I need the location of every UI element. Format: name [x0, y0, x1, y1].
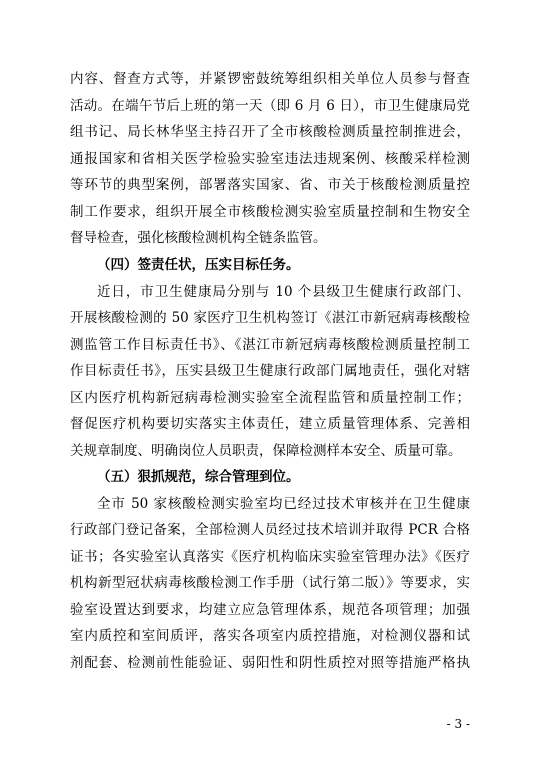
paragraph-line: 活动。在端午节后上班的第一天（即 6 月 6 日），市卫生健康局党	[70, 98, 470, 114]
paragraph-line: 全市 50 家核酸检测实验室均已经过技术审核并在卫生健康	[97, 496, 470, 512]
paragraph-line: 组书记、局长林华坚主持召开了全市核酸检测质量控制推进会，	[70, 124, 470, 140]
page-number: - 3 -	[446, 717, 470, 731]
section-heading: （五）狠抓规范，综合管理到位。	[97, 469, 300, 485]
section-heading: （四）签责任状，压实目标任务。	[97, 257, 300, 273]
paragraph-line: 开展核酸检测的 50 家医疗卫生机构签订《湛江市新冠病毒核酸检	[70, 310, 470, 326]
paragraph-line: 督导检查，强化核酸检测机构全链条监管。	[70, 230, 327, 246]
paragraph-line: 作目标责任书》，压实县级卫生健康行政部门属地责任，强化对辖	[70, 363, 470, 379]
paragraph-line: 机构新型冠状病毒核酸检测工作手册（试行第二版）》等要求，实	[70, 575, 470, 591]
paragraph-line: 剂配套、检测前性能验证、弱阳性和阴性质控对照等措施严格执	[70, 655, 470, 671]
paragraph-line: 内容、督查方式等，并紧锣密鼓统筹组织相关单位人员参与督查	[70, 71, 470, 87]
paragraph-line: 区内医疗机构新冠病毒检测实验室全流程监管和质量控制工作；	[70, 390, 470, 406]
paragraph-line: 测监管工作目标责任书》、《湛江市新冠病毒核酸检测质量控制工	[70, 337, 470, 353]
paragraph-line: 证书；各实验室认真落实《医疗机构临床实验室管理办法》《医疗	[70, 549, 470, 565]
paragraph-line: 督促医疗机构要切实落实主体责任，建立质量管理体系、完善相	[70, 416, 470, 432]
paragraph-line: 制工作要求，组织开展全市核酸检测实验室质量控制和生物安全	[70, 204, 470, 220]
paragraph-line: 关规章制度、明确岗位人员职责，保障检测样本安全、质量可靠。	[70, 443, 462, 459]
paragraph-line: 行政部门登记备案，全部检测人员经过技术培训并取得 PCR 合格	[70, 522, 470, 538]
paragraph-line: 通报国家和省相关医学检验实验室违法违规案例、核酸采样检测	[70, 151, 470, 167]
paragraph-line: 等环节的典型案例，部署落实国家、省、市关于核酸检测质量控	[70, 177, 470, 193]
paragraph-line: 近日，市卫生健康局分别与 10 个县级卫生健康行政部门、	[97, 284, 470, 300]
paragraph-line: 室内质控和室间质评，落实各项室内质控措施，对检测仪器和试	[70, 628, 470, 644]
paragraph-line: 验室设置达到要求，均建立应急管理体系，规范各项管理；加强	[70, 602, 470, 618]
